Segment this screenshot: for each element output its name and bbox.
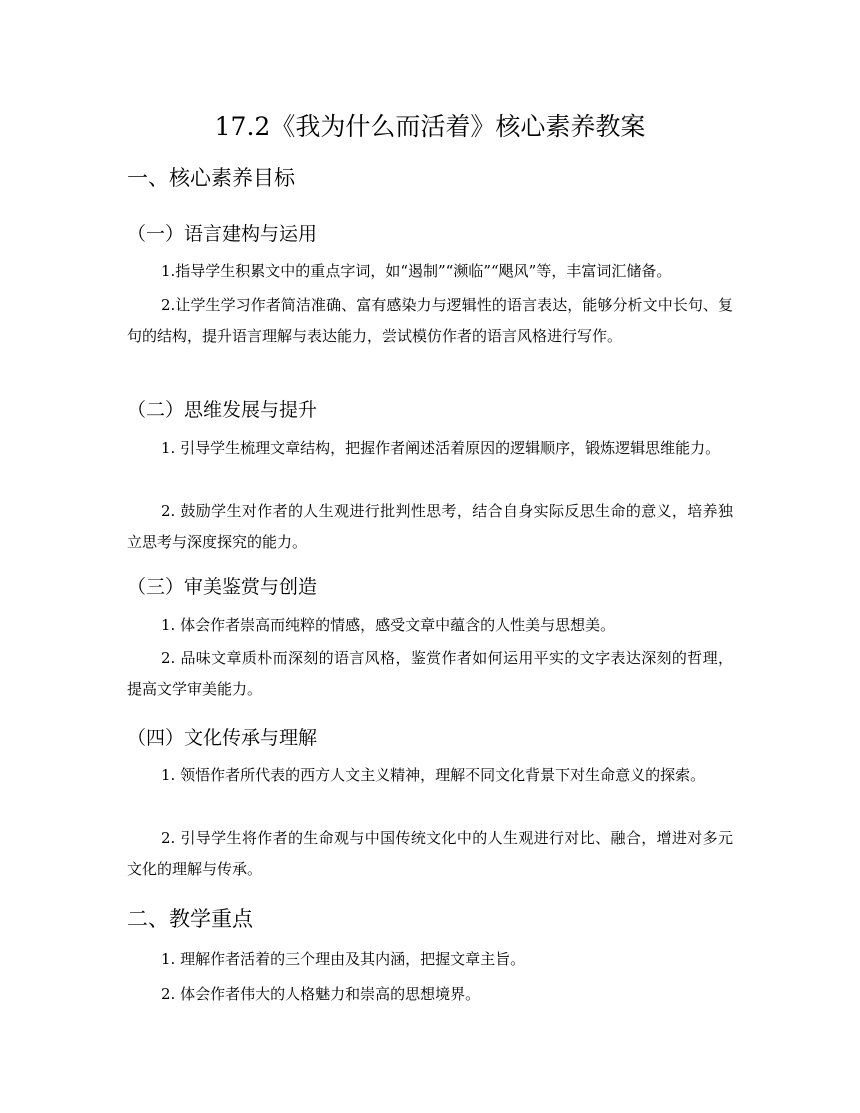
paragraph: 2. 引导学生将作者的生命观与中国传统文化中的人生观进行对比、融合，增进对多元文化的理解与传承。: [127, 829, 733, 878]
paragraph: 1. 理解作者活着的三个理由及其内涵，把握文章主旨。: [161, 950, 526, 968]
document-title: 17.2《我为什么而活着》核心素养教案: [214, 112, 646, 141]
paragraph: 1.指导学生积累文中的重点字词，如“遏制”“濒临”“飓风”等，丰富词汇储备。: [161, 262, 672, 280]
subsection-heading-language: （一）语言建构与运用: [127, 223, 318, 245]
paragraph: 2. 品味文章质朴而深刻的语言风格，鉴赏作者如何运用平实的文字表达深刻的哲理，提高文学审美能力。: [127, 649, 733, 698]
paragraph: 1. 领悟作者所代表的西方人文主义精神，理解不同文化背景下对生命意义的探索。: [161, 766, 706, 784]
paragraph: 1. 引导学生梳理文章结构，把握作者阐述活着原因的逻辑顺序，锻炼逻辑思维能力。: [161, 439, 721, 457]
paragraph: 2. 鼓励学生对作者的人生观进行批判性思考，结合自身实际反思生命的意义，培养独立思考与深度探究的能力。: [127, 502, 733, 551]
subsection-heading-culture: （四）文化传承与理解: [127, 727, 318, 749]
paragraph: 2.让学生学习作者简洁准确、富有感染力与逻辑性的语言表达，能够分析文中长句、复句的结构，提升语言理解与表达能力，尝试模仿作者的语言风格进行写作。: [127, 296, 733, 345]
paragraph: 1. 体会作者崇高而纯粹的情感，感受文章中蕴含的人性美与思想美。: [161, 616, 616, 634]
section-heading-core-literacy-goals: 一、核心素养目标: [127, 166, 295, 190]
subsection-heading-thinking: （二）思维发展与提升: [127, 399, 318, 421]
section-heading-teaching-focus: 二、教学重点: [127, 907, 253, 931]
paragraph: 2. 体会作者伟大的人格魅力和崇高的思想境界。: [161, 985, 481, 1003]
subsection-heading-aesthetics: （三）审美鉴赏与创造: [127, 576, 318, 598]
